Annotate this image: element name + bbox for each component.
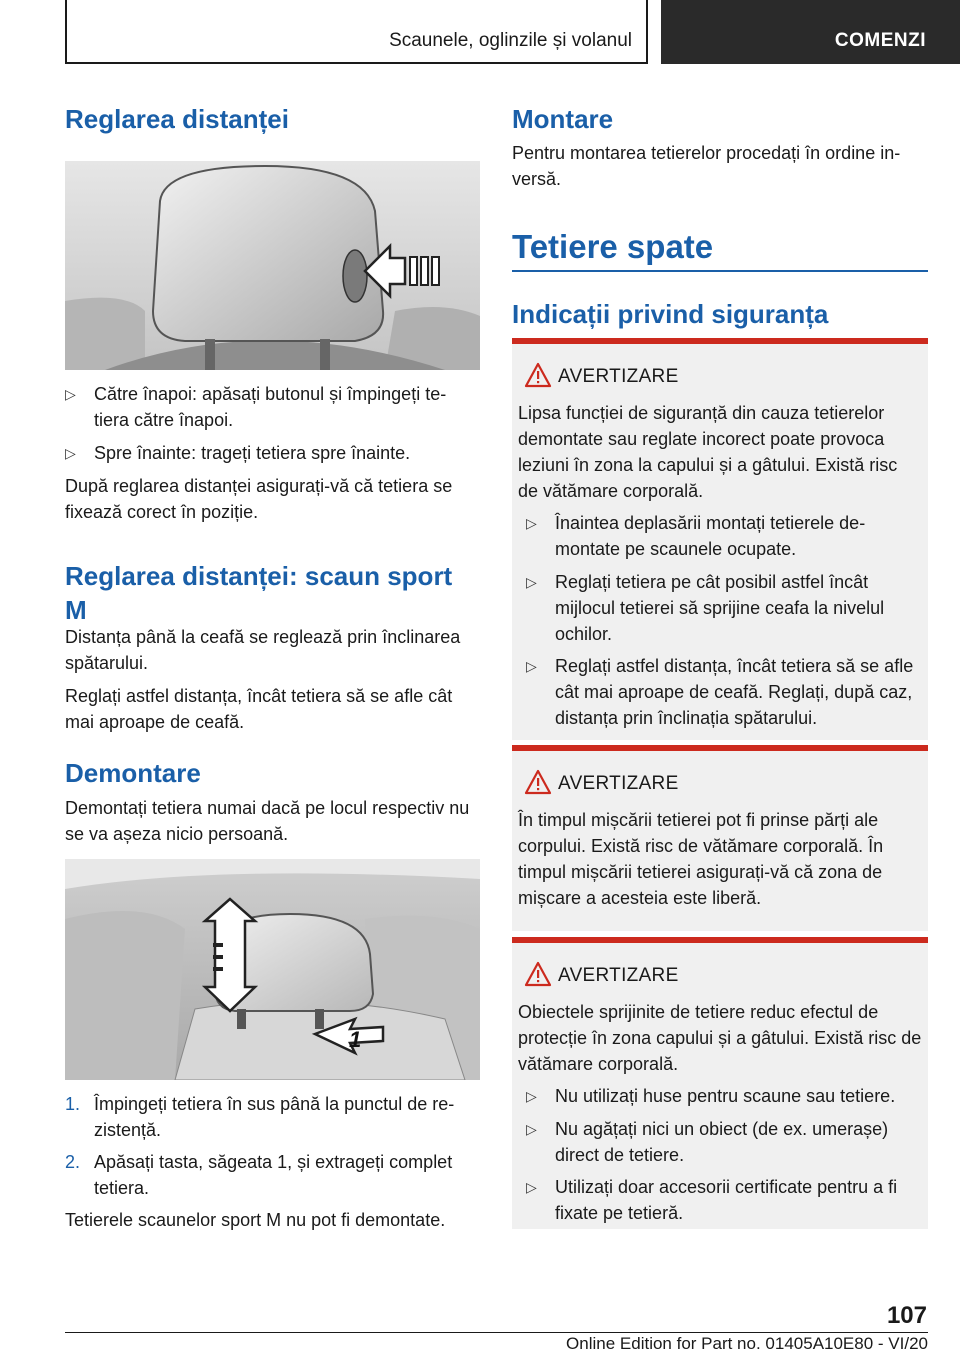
list-item: ▷ Reglați astfel distanța, încât tetiera să se afle cât mai aproape de ceafă. Reglați, după caz, distanța prin înclinația spătarului. xyxy=(526,653,922,731)
list-item: ▷ Spre înainte: trageți tetiera spre înainte. xyxy=(65,440,480,466)
list-item: ▷ Utilizați doar accesorii certificate pentru a fi fixate pe tetieră. xyxy=(526,1174,922,1226)
header-chapter-box xyxy=(661,0,960,64)
warning-triangle-icon xyxy=(524,961,552,987)
warning-label: AVERTIZARE xyxy=(558,773,679,794)
paragraph: Tetierele scaunelor sport M nu pot fi demontate. xyxy=(65,1210,446,1230)
paragraph: După reglarea distanței asigurați-vă că tetiera se fixează corect în poziție. xyxy=(65,476,453,522)
warning-triangle-icon xyxy=(524,769,552,795)
heading-remove: Demontare xyxy=(65,758,201,788)
headrest-remove-illustration xyxy=(65,859,480,1080)
footer-rule xyxy=(65,1332,928,1333)
paragraph: Reglați astfel distanța, încât tetiera să se afle cât mai aproape de ceafă. xyxy=(65,686,453,732)
triangle-right-icon: ▷ xyxy=(65,445,76,461)
warning-text: În timpul mișcării tetierei pot fi prinse părți ale corpului. Există risc de vătămare corporală. În timpul mișcării tetierei asigurați-vă că zona de mișcare a acesteia este liberă. xyxy=(518,810,884,908)
paragraph: Demontați tetiera numai dacă pe locul respectiv nu se va așeza nicio persoană. xyxy=(65,798,470,844)
triangle-right-icon: ▷ xyxy=(65,386,76,402)
step-number: 1. xyxy=(65,1094,81,1114)
image-callout-label: 1 xyxy=(349,1027,362,1052)
heading-safety: Indicații privind siguranța xyxy=(512,299,829,329)
heading-rule xyxy=(512,270,928,272)
list-item: ▷ Înaintea deplasării montați tetierele de-montate pe scaunele ocupate. xyxy=(526,510,922,562)
paragraph: Distanța până la ceafă se reglează prin înclinarea spătarului. xyxy=(65,627,461,673)
warning-label: AVERTIZARE xyxy=(558,366,679,387)
headrest-remove-image xyxy=(65,859,480,1080)
list-item: ▷ Reglați tetiera pe cât posibil astfel încât mijlocul tetierei să sprijine ceafa la nivelul ochilor. xyxy=(526,569,922,647)
triangle-right-icon: ▷ xyxy=(526,1179,537,1195)
warning-box-2 xyxy=(512,745,928,931)
page-header xyxy=(0,0,960,66)
warning-text: Obiectele sprijinite de tetiere reduc efectul de protecție în zona capului și a gâtului. Există risc de vătămare corporală. xyxy=(518,1002,922,1074)
page-number: 107 xyxy=(886,1302,927,1329)
warning-label: AVERTIZARE xyxy=(558,965,679,986)
heading-distance: Reglarea distanței xyxy=(65,104,289,134)
warning-box-3 xyxy=(512,937,928,1229)
list-item: ▷ Către înapoi: apăsați butonul și împingeți te-tiera către înapoi. xyxy=(65,381,480,433)
triangle-right-icon: ▷ xyxy=(526,515,537,531)
list-item: ▷ Nu agățați nici un obiect (de ex. umerașe) direct de tetiere. xyxy=(526,1116,922,1168)
step-number: 2. xyxy=(65,1152,81,1172)
headrest-distance-illustration xyxy=(65,161,480,370)
paragraph: Pentru montarea tetierelor procedați în ordine in-versă. xyxy=(512,143,901,189)
list-item: 2. Apăsați tasta, săgeata 1, și extrageți complet tetiera. xyxy=(65,1149,480,1201)
warning-box-1 xyxy=(512,338,928,740)
headrest-distance-image xyxy=(65,161,480,370)
triangle-right-icon: ▷ xyxy=(526,1121,537,1137)
triangle-right-icon: ▷ xyxy=(526,1088,537,1104)
header-chapter-title: COMENZI xyxy=(834,30,926,51)
heading-sport-seat: Reglarea distanței: scaun sport M xyxy=(65,561,453,625)
heading-rear-headrests: Tetiere spate xyxy=(512,228,714,265)
warning-text: Lipsa funcției de siguranță din cauza tetierelor demontate sau reglate incorect poate provoca leziuni în zona la capului și a gâtului. Există risc de vătămare corporală. xyxy=(518,403,898,501)
footer-edition: Online Edition for Part no. 01405A10E80 - VI/20 xyxy=(566,1334,928,1353)
header-section-box xyxy=(65,0,648,64)
list-item: 1. Împingeți tetiera în sus până la punctul de re-zistență. xyxy=(65,1091,480,1143)
heading-mount: Montare xyxy=(512,104,614,134)
triangle-right-icon: ▷ xyxy=(526,658,537,674)
warning-triangle-icon xyxy=(524,362,552,388)
triangle-right-icon: ▷ xyxy=(526,574,537,590)
list-item: ▷ Nu utilizați huse pentru scaune sau tetiere. xyxy=(526,1083,922,1109)
header-section-title: Scaunele, oglinzile și volanul xyxy=(389,30,632,51)
